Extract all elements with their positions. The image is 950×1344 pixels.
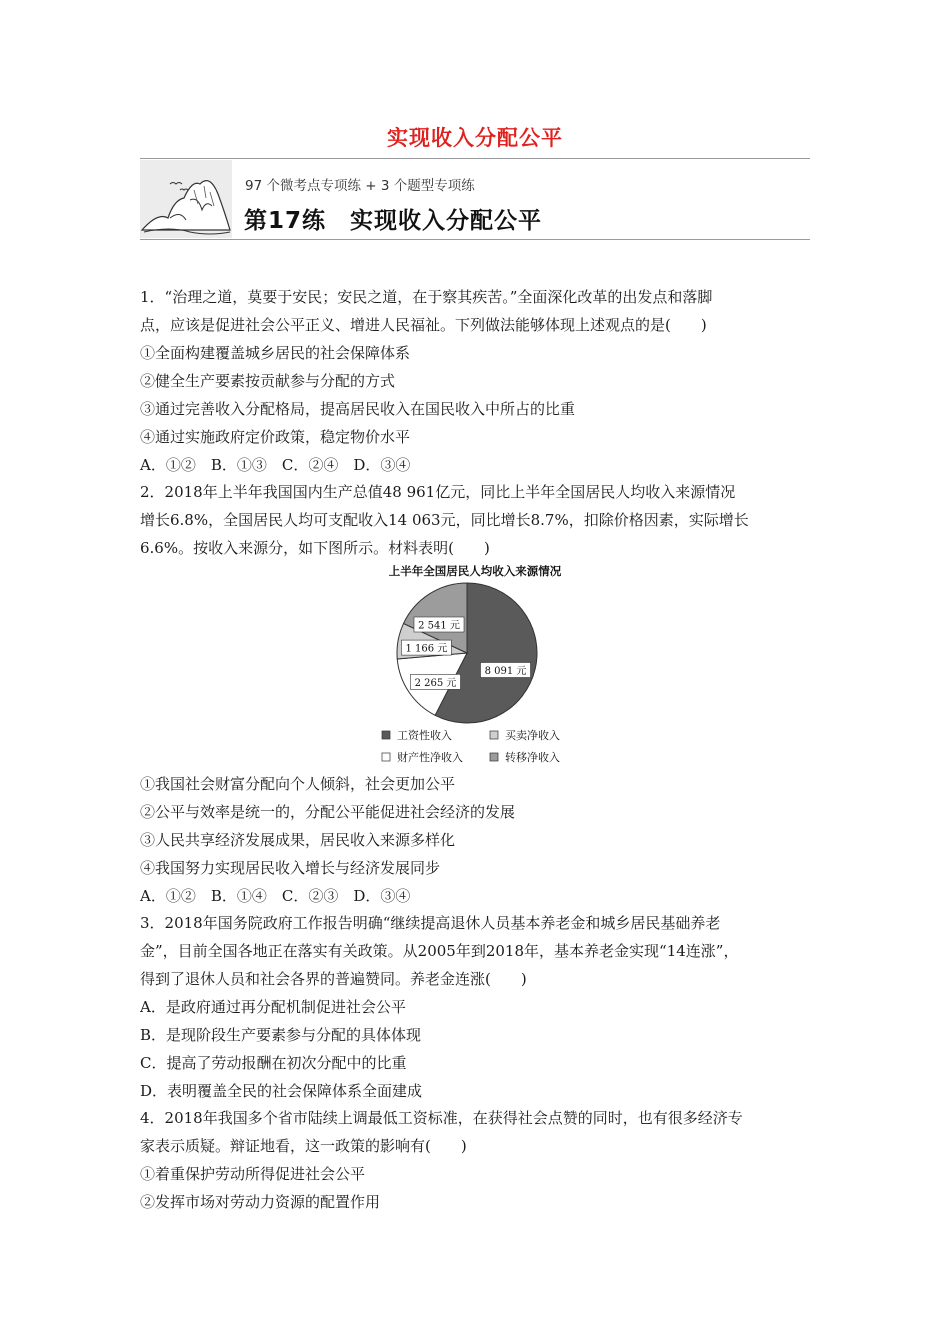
option-line: ④我国努力实现居民收入增长与经济发展同步 [140, 859, 441, 877]
option-line: ②发挥市场对劳动力资源的配置作用 [140, 1193, 381, 1211]
option-line: ①着重保护劳动所得促进社会公平 [140, 1165, 366, 1183]
text-line: 家表示质疑。辩证地看，这一政策的影响有( ) [140, 1137, 467, 1155]
option-line: ①全面构建覆盖城乡居民的社会保障体系 [140, 344, 411, 362]
option-line: A．是政府通过再分配机制促进社会公平 [140, 998, 406, 1016]
legend-swatch [382, 731, 390, 739]
option-line: ②健全生产要素按贡献参与分配的方式 [140, 372, 396, 390]
data-label: 2 541 元 [418, 620, 460, 632]
option-line: ①我国社会财富分配向个人倾斜，社会更加公平 [140, 775, 456, 793]
practice-title: 第17练 实现收入分配公平 [244, 208, 543, 234]
data-label: 1 166 元 [405, 643, 448, 655]
text-line: 点，应该是促进社会公平正义、增进人民福祉。下列做法能够体现上述观点的是( ) [140, 316, 707, 334]
text-line: 增长6.8%，全国居民人均可支配收入14 063元，同比增长8.7%，扣除价格因素，实际增长 [140, 511, 749, 529]
text-line: 6.6%。按收入来源分，如下图所示。材料表明( ) [140, 539, 490, 557]
mountain-illustration [140, 160, 232, 238]
option-line: ③人民共享经济发展成果，居民收入来源多样化 [140, 831, 456, 849]
data-label: 2 265 元 [414, 677, 457, 689]
document-title: 实现收入分配公平 [387, 126, 563, 150]
text-line: 得到了退休人员和社会各界的普遍赞同。养老金连涨( ) [140, 970, 527, 988]
chart-title: 上半年全国居民人均收入来源情况 [388, 564, 562, 578]
option-line: ④通过实施政府定价政策，稳定物价水平 [140, 428, 411, 446]
legend-label: 转移净收入 [505, 751, 560, 764]
text-line: 4．2018年我国多个省市陆续上调最低工资标准，在获得社会点赞的同时，也有很多经济专 [140, 1109, 743, 1127]
text-line: 1．“治理之道，莫要于安民；安民之道，在于察其疾苦。”全面深化改革的出发点和落脚 [140, 288, 713, 306]
legend-swatch [382, 753, 390, 761]
text-line: 2．2018年上半年我国国内生产总值48 961亿元，同比上半年全国居民人均收入来源情况 [140, 483, 736, 501]
answer-choices: A．①② B．①④ C．②③ D．③④ [140, 887, 411, 905]
data-label: 8 091 元 [484, 666, 527, 677]
banner-bottom-rule [140, 239, 810, 240]
legend-label: 财产性净收入 [397, 751, 463, 764]
legend-swatch [490, 753, 498, 761]
option-line: ③通过完善收入分配格局，提高居民收入在国民收入中所占的比重 [140, 400, 576, 418]
text-line: 金”，目前全国各地正在落实有关政策。从2005年到2018年，基本养老金实现“14连涨”， [140, 942, 739, 960]
legend-label: 买卖净收入 [505, 729, 560, 742]
banner-top-rule [140, 158, 810, 159]
option-line: ②公平与效率是统一的，分配公平能促进社会经济的发展 [140, 803, 516, 821]
legend-swatch [490, 731, 498, 739]
option-line: B．是现阶段生产要素参与分配的具体体现 [140, 1026, 422, 1044]
income-source-pie-chart [370, 561, 580, 771]
text-line: 3．2018年国务院政府工作报告明确“继续提高退休人员基本养老金和城乡居民基础养老 [140, 914, 721, 932]
option-line: D．表明覆盖全民的社会保障体系全面建成 [140, 1082, 423, 1100]
legend-label: 工资性收入 [397, 729, 452, 742]
practice-banner [140, 158, 810, 240]
banner-series-label: 97 个微考点专项练 + 3 个题型专项练 [245, 178, 475, 194]
answer-choices: A．①② B．①③ C．②④ D．③④ [140, 456, 411, 474]
option-line: C．提高了劳动报酬在初次分配中的比重 [140, 1054, 407, 1072]
